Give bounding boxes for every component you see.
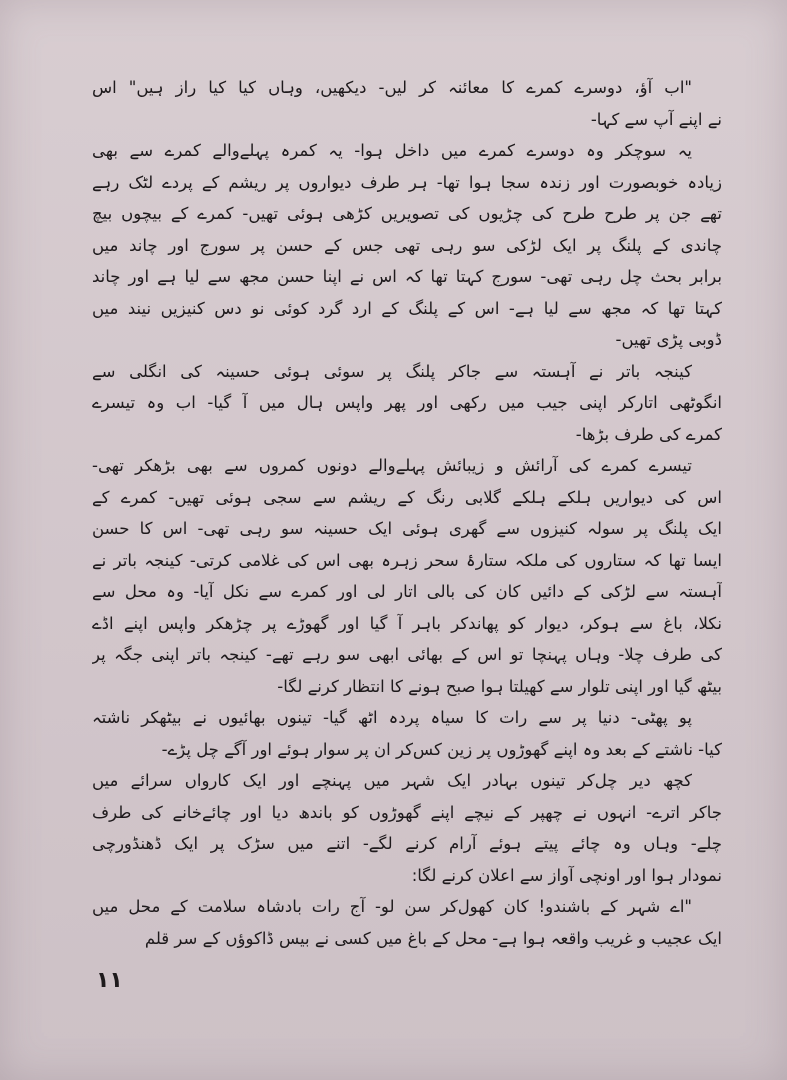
text-line: کہتا تھا کہ مجھ سے لیا ہے- اس کے پلنگ کے ارد گرد کوئی نو دس کنیزیں نیند میں	[92, 298, 722, 318]
text-line: "اب آؤ، دوسرے کمرے کا معائنہ کر لیں- دیکھیں، وہاں کیا کیا راز ہیں" اس	[92, 78, 692, 97]
paragraph	[92, 450, 722, 702]
text-line: انگوٹھی اتارکر اپنی جیب میں رکھی اور پھر واپس ہال میں آ گیا- اب وہ تیسرے	[92, 393, 722, 412]
text-line: جاکر اترے- انہوں نے چھپر کے نیچے اپنے گھوڑوں کو باندھ دیا اور چائےخانے کی طرف	[92, 802, 722, 822]
text-line: کیا- ناشتے کے بعد وہ اپنے گھوڑوں پر زین کس‌کر ان پر سوار ہوئے اور آگے چل پڑے-	[161, 739, 722, 759]
page-text-block	[92, 72, 722, 954]
paragraph	[92, 891, 722, 954]
text-line: نکلا، باغ سے ہوکر، دیوار کو پھاندکر باہر آ گیا اور گھوڑے پر چڑھکر واپس اپنے اڈے	[92, 613, 722, 633]
page-number: ۱۱	[96, 968, 123, 993]
paragraph	[92, 765, 722, 891]
paragraph	[92, 356, 722, 451]
text-line: تیسرے کمرے کی آرائش و زیبائش پہلےوالے دونوں کمروں سے بھی بڑھکر تھی-	[92, 456, 692, 475]
text-line: ایسا تھا کہ ستاروں کی ملکہ ستارۂ سحر زہرہ بھی اس کی غلامی کرتی- کینجہ باتر نے	[92, 550, 722, 570]
text-line: اس کی دیواریں ہلکے ہلکے گلابی رنگ کے ریشم سے سجی ہوئی تھیں- کمرے کے	[92, 487, 722, 507]
text-line: ایک عجیب و غریب واقعہ ہوا ہے- محل کے باغ میں کسی نے بیس ڈاکوؤں کے سر قلم	[144, 928, 722, 948]
text-line: ایک پلنگ پر سولہ کنیزوں سے گھری ہوئی ایک حسینہ سو رہی تھی- اس کا حسن	[92, 519, 722, 538]
text-line: نے اپنے آپ سے کہا-	[590, 109, 722, 129]
text-line: بیٹھ گیا اور اپنی تلوار سے کھیلتا ہوا صبح ہونے کا انتظار کرنے لگا-	[277, 676, 722, 696]
text-line: کمرے کی طرف بڑھا-	[575, 424, 722, 444]
paragraph	[92, 702, 722, 765]
text-line: کینجہ باتر نے آہستہ سے جاکر پلنگ پر سوئی ہوئی حسینہ کی انگلی سے	[92, 361, 692, 381]
text-line: کی طرف چلا- وہاں پہنچا تو اس کے بھائی ابھی سو رہے تھے- کینجہ باتر اپنی جگہ پر	[92, 645, 722, 664]
text-line: کچھ دیر چل‌کر تینوں بہادر ایک شہر میں پہنچے اور ایک کارواں سرائے میں	[92, 771, 692, 790]
text-line: پو پھٹی- دنیا پر سے رات کا سیاہ پردہ اٹھ گیا- تینوں بھائیوں نے بیٹھکر ناشتہ	[92, 708, 692, 727]
text-line: آہستہ سے لڑکی کے دائیں کان کی بالی اتار لی اور کمرے سے نکل آیا- وہ محل سے	[92, 582, 722, 601]
text-line: چلے- وہاں وہ چائے پیتے ہوئے آرام کرنے لگے- اتنے میں سڑک پر ایک ڈھنڈورچی	[92, 834, 722, 853]
text-line: زیادہ خوبصورت اور زندہ سجا ہوا تھا- ہر طرف دیواروں پر ریشم کے پردے لٹک رہے	[92, 172, 722, 192]
paragraph	[92, 135, 722, 356]
paragraph	[92, 72, 722, 135]
text-line: چاندی کے پلنگ پر ایک لڑکی سو رہی تھی جس کے حسن پر سورج اور چاند میں	[92, 235, 722, 255]
text-line: نمودار ہوا اور اونچی آواز سے اعلان کرنے لگا:	[411, 865, 722, 885]
text-line: ڈوبی پڑی تھیں-	[615, 330, 722, 349]
text-line: یہ سوچکر وہ دوسرے کمرے میں داخل ہوا- یہ کمرہ پہلےوالے کمرے سے بھی	[92, 141, 692, 160]
text-line: "اے شہر کے باشندو! کان کھول‌کر سن لو- آج رات بادشاہ سلامت کے محل میں	[92, 897, 692, 916]
text-line: برابر بحث چل رہی تھی- سورج کہتا تھا کہ اس نے اپنا حسن مجھ سے لیا ہے اور چاند	[92, 267, 722, 286]
text-line: تھے جن پر طرح طرح کی چڑیوں کی تصویریں کڑھی ہوئی تھیں- کمرے کے بیچوں بیچ	[92, 204, 722, 223]
